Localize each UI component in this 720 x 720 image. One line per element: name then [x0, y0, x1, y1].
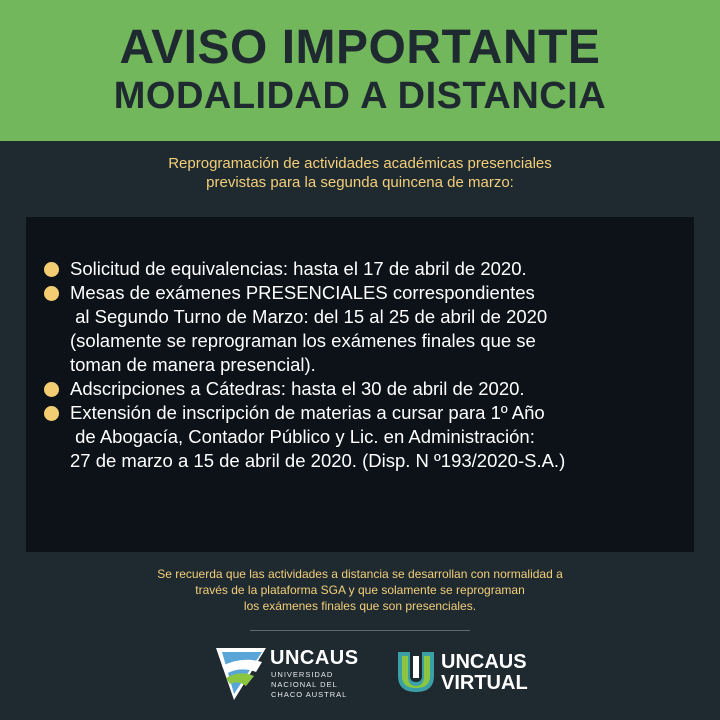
- item-line: 27 de marzo a 15 de abril de 2020. (Disp. N º193/2020-S.A.): [70, 450, 566, 471]
- footer-divider: [250, 630, 470, 631]
- item-line: Extensión de inscripción de materias a cursar para 1º Año: [70, 402, 545, 423]
- item-line: de Abogacía, Contador Público y Lic. en Administración:: [70, 426, 535, 447]
- uncaus-logo-icon: [216, 648, 266, 700]
- list-item: [42, 281, 682, 377]
- header-banner: [0, 0, 720, 141]
- uncaus-virtual-name: UNCAUS: [441, 651, 527, 673]
- uncaus-sub-line-3: CHACO AUSTRAL: [271, 690, 348, 699]
- list-item: [42, 257, 682, 281]
- bullet-icon: [44, 286, 59, 301]
- item-line: Mesas de exámenes PRESENCIALES correspondientes: [70, 282, 535, 303]
- uncaus-sub-line-2: NACIONAL DEL: [271, 680, 338, 689]
- item-line: (solamente se reprograman los exámenes finales que se: [70, 330, 536, 351]
- footnote-line-2: través de la plataforma SGA y que solamente se reprograman: [195, 583, 525, 597]
- title-line-1: AVISO IMPORTANTE: [119, 21, 601, 74]
- intro-text: [0, 154, 720, 192]
- bullet-icon: [44, 406, 59, 421]
- list-item: [42, 401, 682, 473]
- footnote-text: [0, 566, 720, 614]
- bullet-icon: [44, 382, 59, 397]
- footnote-line-3: los exámenes finales que son presenciales.: [243, 599, 477, 613]
- list-item: [42, 377, 682, 401]
- uncaus-logo-subtitle: [271, 670, 347, 700]
- uncaus-virtual-logo-icon: [396, 650, 436, 694]
- title-line-2: MODALIDAD A DISTANCIA: [113, 75, 607, 117]
- uncaus-logo-name: UNCAUS: [270, 647, 359, 669]
- item-line: al Segundo Turno de Marzo: del 15 al 25 de abril de 2020: [70, 306, 548, 327]
- item-line: Solicitud de equivalencias: hasta el 17 de abril de 2020.: [70, 258, 527, 279]
- uncaus-sub-line-1: UNIVERSIDAD: [271, 670, 334, 679]
- intro-line-2: previstas para la segunda quincena de marzo:: [206, 174, 514, 191]
- announcement-list: [42, 257, 682, 473]
- intro-line-1: Reprogramación de actividades académicas presenciales: [168, 155, 552, 172]
- announcement-panel: [26, 217, 694, 552]
- uncaus-virtual-subtitle: VIRTUAL: [441, 672, 528, 694]
- bullet-icon: [44, 262, 59, 277]
- item-line: Adscripciones a Cátedras: hasta el 30 de abril de 2020.: [70, 378, 525, 399]
- item-line: toman de manera presencial).: [70, 354, 316, 375]
- footnote-line-1: Se recuerda que las actividades a distancia se desarrollan con normalidad a: [157, 567, 563, 581]
